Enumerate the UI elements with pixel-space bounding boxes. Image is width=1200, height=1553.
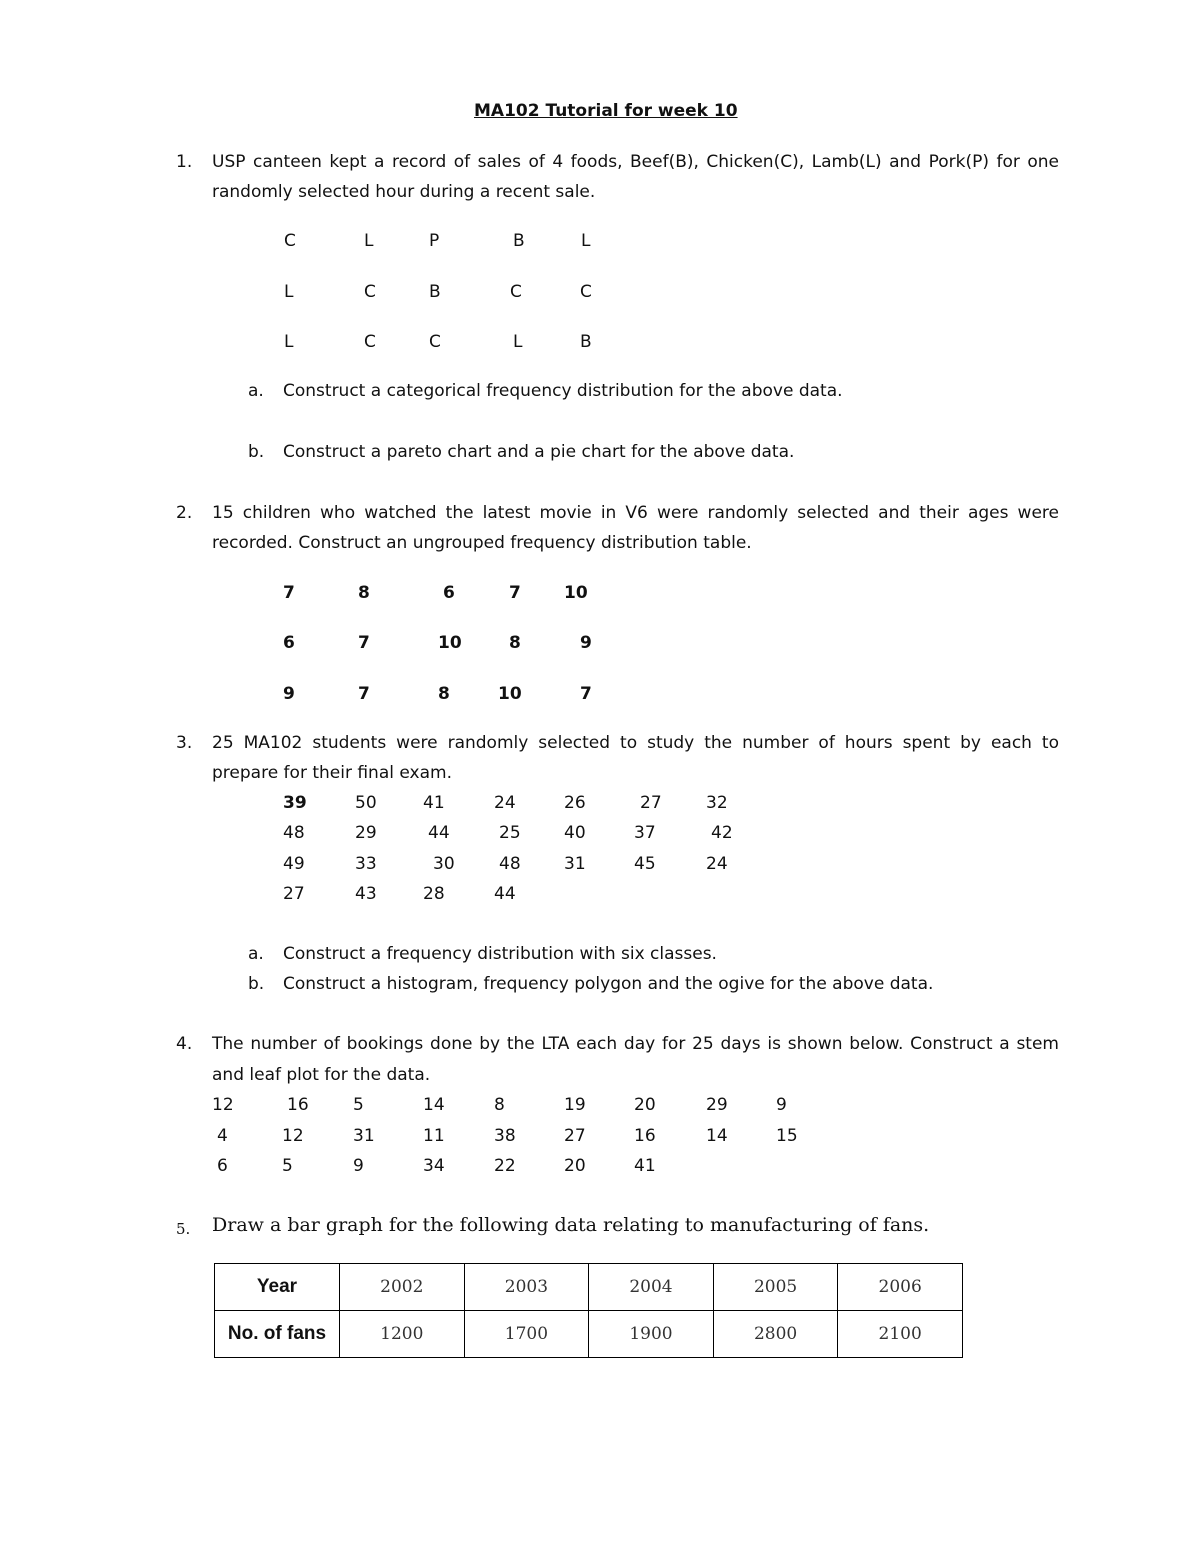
- grid-cell: 25: [499, 823, 521, 843]
- q1-part-a-text: Construct a categorical frequency distribution for the above data.: [283, 381, 843, 401]
- grid-cell: B: [513, 231, 525, 251]
- grid-cell: 24: [706, 854, 728, 874]
- grid-cell: 31: [564, 854, 586, 874]
- grid-cell: 15: [776, 1126, 798, 1146]
- q4-text-line2: and leaf plot for the data.: [212, 1065, 431, 1085]
- grid-cell: 7: [358, 633, 370, 653]
- grid-cell: 5: [282, 1156, 293, 1176]
- grid-cell: 27: [283, 884, 305, 904]
- grid-cell: 20: [564, 1156, 586, 1176]
- grid-cell: 11: [423, 1126, 445, 1146]
- grid-cell: 7: [358, 684, 370, 704]
- grid-cell: 16: [634, 1126, 656, 1146]
- grid-cell: 8: [438, 684, 450, 704]
- grid-cell: 38: [494, 1126, 516, 1146]
- grid-cell: 26: [564, 793, 586, 813]
- grid-cell: 39: [283, 793, 307, 813]
- q4-text-line1: The number of bookings done by the LTA each day for 25 days is shown below. Construct a stem: [212, 1034, 1059, 1054]
- q2-text-line1: 15 children who watched the latest movie in V6 were randomly selected and their ages were: [212, 503, 1059, 523]
- q3-number: 3.: [176, 733, 193, 753]
- grid-cell: 44: [494, 884, 516, 904]
- q3-part-b-label: b.: [248, 974, 265, 994]
- q1-text-line2: randomly selected hour during a recent sale.: [212, 182, 596, 202]
- grid-cell: 22: [494, 1156, 516, 1176]
- grid-cell: L: [364, 231, 374, 251]
- grid-cell: 8: [494, 1095, 505, 1115]
- grid-cell: B: [429, 282, 441, 302]
- grid-cell: C: [284, 231, 296, 251]
- grid-cell: 45: [634, 854, 656, 874]
- q2-number: 2.: [176, 503, 193, 523]
- grid-cell: 10: [498, 684, 522, 704]
- q1-part-b-text: Construct a pareto chart and a pie chart for the above data.: [283, 442, 795, 462]
- q5-text: Draw a bar graph for the following data relating to manufacturing of fans.: [212, 1214, 930, 1236]
- grid-cell: 33: [355, 854, 377, 874]
- grid-cell: 24: [494, 793, 516, 813]
- grid-cell: 12: [212, 1095, 234, 1115]
- grid-cell: 29: [355, 823, 377, 843]
- table-cell: 2003: [464, 1264, 589, 1311]
- grid-cell: 6: [217, 1156, 228, 1176]
- grid-cell: 8: [509, 633, 521, 653]
- grid-cell: 43: [355, 884, 377, 904]
- q3-part-a-label: a.: [248, 944, 264, 964]
- table-row: [215, 1264, 963, 1311]
- q1-part-b-label: b.: [248, 442, 265, 462]
- grid-cell: 14: [706, 1126, 728, 1146]
- table-cell: 1900: [589, 1311, 714, 1358]
- grid-cell: L: [284, 332, 294, 352]
- table-cell: 1200: [340, 1311, 465, 1358]
- grid-cell: 30: [433, 854, 455, 874]
- grid-cell: 7: [283, 583, 295, 603]
- grid-cell: 49: [283, 854, 305, 874]
- fans-data-table: [214, 1263, 963, 1358]
- grid-cell: 4: [217, 1126, 228, 1146]
- grid-cell: L: [581, 231, 591, 251]
- grid-cell: 29: [706, 1095, 728, 1115]
- table-cell: 2006: [838, 1264, 963, 1311]
- q5-number: 5.: [176, 1220, 191, 1238]
- q3-part-a-text: Construct a frequency distribution with six classes.: [283, 944, 717, 964]
- grid-cell: 14: [423, 1095, 445, 1115]
- q1-number: 1.: [176, 152, 193, 172]
- table-cell: 1700: [464, 1311, 589, 1358]
- grid-cell: C: [429, 332, 441, 352]
- grid-cell: 12: [282, 1126, 304, 1146]
- grid-cell: 27: [640, 793, 662, 813]
- grid-cell: 16: [287, 1095, 309, 1115]
- grid-cell: 7: [580, 684, 592, 704]
- page-title: MA102 Tutorial for week 10: [474, 101, 738, 121]
- q3-text-line2: prepare for their final exam.: [212, 763, 452, 783]
- grid-cell: 9: [353, 1156, 364, 1176]
- grid-cell: 50: [355, 793, 377, 813]
- q2-text-line2: recorded. Construct an ungrouped frequency distribution table.: [212, 533, 752, 553]
- grid-cell: L: [513, 332, 523, 352]
- grid-cell: 32: [706, 793, 728, 813]
- grid-cell: C: [364, 282, 376, 302]
- q3-part-b-text: Construct a histogram, frequency polygon and the ogive for the above data.: [283, 974, 934, 994]
- grid-cell: 10: [438, 633, 462, 653]
- grid-cell: P: [429, 231, 440, 251]
- table-row: [215, 1311, 963, 1358]
- table-cell: 2800: [713, 1311, 838, 1358]
- grid-cell: 20: [634, 1095, 656, 1115]
- table-cell: 2002: [340, 1264, 465, 1311]
- grid-cell: 27: [564, 1126, 586, 1146]
- grid-cell: 48: [283, 823, 305, 843]
- grid-cell: 9: [580, 633, 592, 653]
- grid-cell: 19: [564, 1095, 586, 1115]
- q3-text-line1: 25 MA102 students were randomly selected to study the number of hours spent by each to: [212, 733, 1059, 753]
- grid-cell: 41: [634, 1156, 656, 1176]
- grid-cell: 9: [776, 1095, 787, 1115]
- grid-cell: 40: [564, 823, 586, 843]
- table-header-fans: No. of fans: [215, 1311, 340, 1358]
- table-cell: 2004: [589, 1264, 714, 1311]
- grid-cell: 31: [353, 1126, 375, 1146]
- grid-cell: C: [364, 332, 376, 352]
- q1-text-line1: USP canteen kept a record of sales of 4 foods, Beef(B), Chicken(C), Lamb(L) and Pork(P) for one: [212, 152, 1059, 172]
- grid-cell: 48: [499, 854, 521, 874]
- grid-cell: 44: [428, 823, 450, 843]
- grid-cell: 7: [509, 583, 521, 603]
- grid-cell: 28: [423, 884, 445, 904]
- grid-cell: 42: [711, 823, 733, 843]
- table-cell: 2005: [713, 1264, 838, 1311]
- grid-cell: 10: [564, 583, 588, 603]
- grid-cell: 6: [443, 583, 455, 603]
- grid-cell: 8: [358, 583, 370, 603]
- q1-part-a-label: a.: [248, 381, 264, 401]
- grid-cell: 5: [353, 1095, 364, 1115]
- table-cell: 2100: [838, 1311, 963, 1358]
- grid-cell: 6: [283, 633, 295, 653]
- table-header-year: Year: [215, 1264, 340, 1311]
- grid-cell: C: [510, 282, 522, 302]
- grid-cell: L: [284, 282, 294, 302]
- grid-cell: 9: [283, 684, 295, 704]
- grid-cell: 37: [634, 823, 656, 843]
- q4-number: 4.: [176, 1034, 193, 1054]
- grid-cell: 41: [423, 793, 445, 813]
- grid-cell: C: [580, 282, 592, 302]
- grid-cell: 34: [423, 1156, 445, 1176]
- grid-cell: B: [580, 332, 592, 352]
